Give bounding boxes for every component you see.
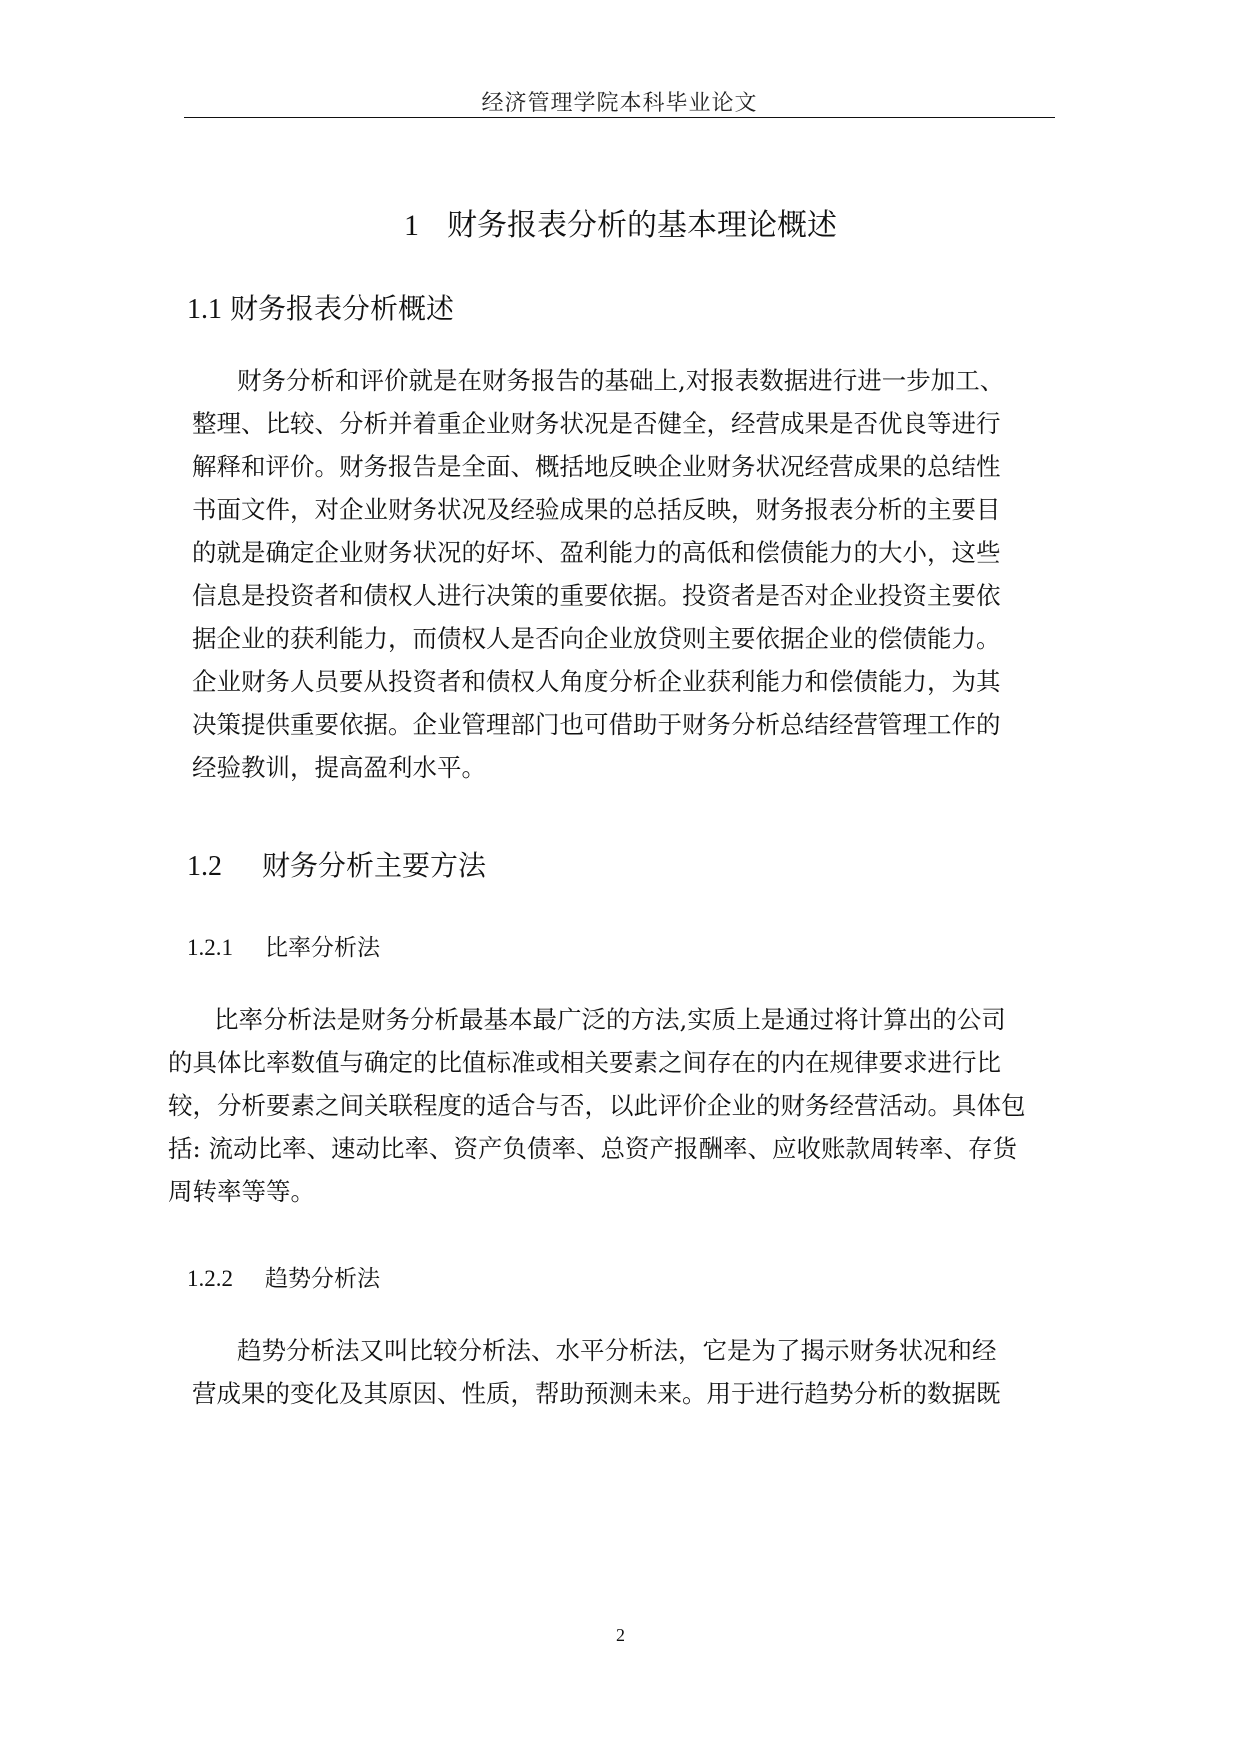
section-1-1-title: 财务报表分析概述 [230, 292, 455, 325]
paragraph-line: 括: 流动比率、速动比率、资产负债率、总资产报酬率、应收账款周转率、存货 [168, 1134, 1018, 1163]
section-1-2-1-title: 比率分析法 [265, 935, 380, 961]
section-1-2-heading [187, 848, 486, 885]
header-rule [184, 117, 1055, 118]
section-1-1-heading [187, 291, 454, 328]
paragraph-line: 财务分析和评价就是在财务报告的基础上,对报表数据进行进一步加工、 [237, 366, 1005, 395]
running-header: 经济管理学院本科毕业论文 [481, 91, 758, 116]
paragraph-line: 的具体比率数值与确定的比值标准或相关要素之间存在的内在规律要求进行比 [168, 1048, 1001, 1077]
section-1-2-2-number: 1.2.2 [187, 1266, 233, 1291]
paragraph-line: 整理、比较、分析并着重企业财务状况是否健全，经营成果是否优良等进行 [192, 409, 1001, 438]
paragraph-line: 的就是确定企业财务状况的好坏、盈利能力的高低和偿债能力的大小，这些 [192, 538, 1001, 567]
paragraph-line: 较，分析要素之间关联程度的适合与否，以此评价企业的财务经营活动。具体包 [168, 1091, 1026, 1120]
paragraph-line: 趋势分析法又叫比较分析法、水平分析法，它是为了揭示财务状况和经 [237, 1336, 997, 1365]
chapter-number: 1 [404, 209, 419, 242]
page-number: 2 [616, 1625, 625, 1645]
paragraph-line: 营成果的变化及其原因、性质，帮助预测未来。用于进行趋势分析的数据既 [192, 1379, 1001, 1408]
paragraph-line: 信息是投资者和债权人进行决策的重要依据。投资者是否对企业投资主要依 [192, 581, 1001, 610]
section-1-2-1-heading [187, 932, 380, 964]
chapter-title [0, 206, 1241, 246]
paragraph-line: 周转率等等。 [168, 1177, 315, 1206]
section-1-2-title: 财务分析主要方法 [262, 849, 487, 882]
paragraph-line: 书面文件，对企业财务状况及经验成果的总括反映，财务报表分析的主要目 [192, 495, 1001, 524]
section-1-2-1-number: 1.2.1 [187, 935, 233, 960]
paragraph-line: 企业财务人员要从投资者和债权人角度分析企业获利能力和偿债能力，为其 [192, 667, 1001, 696]
section-1-2-2-title: 趋势分析法 [265, 1266, 380, 1292]
section-1-2-number: 1.2 [187, 851, 222, 882]
paragraph-line: 比率分析法是财务分析最基本最广泛的方法,实质上是通过将计算出的公司 [214, 1005, 1006, 1034]
section-1-2-2-heading [187, 1263, 380, 1295]
paragraph-line: 据企业的获利能力，而债权人是否向企业放贷则主要依据企业的偿债能力。 [192, 624, 1001, 653]
chapter-title-text: 财务报表分析的基本理论概述 [447, 208, 837, 243]
section-1-1-number: 1.1 [187, 294, 222, 325]
paragraph-line: 解释和评价。财务报告是全面、概括地反映企业财务状况经营成果的总结性 [192, 452, 1001, 481]
paragraph-line: 经验教训，提高盈利水平。 [192, 753, 486, 782]
paragraph-line: 决策提供重要依据。企业管理部门也可借助于财务分析总结经营管理工作的 [192, 710, 1001, 739]
